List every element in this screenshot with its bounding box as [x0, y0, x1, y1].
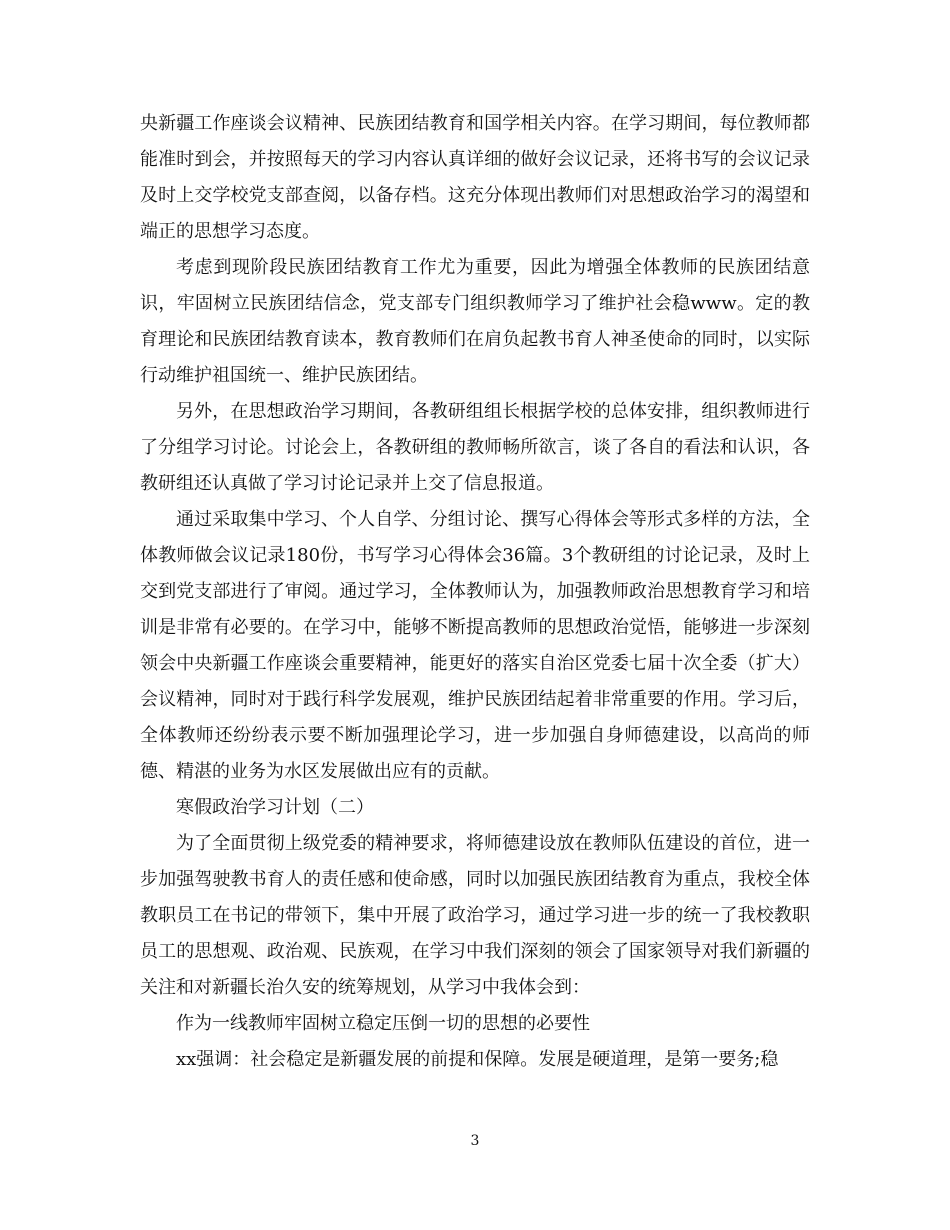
- paragraph-5: 为了全面贯彻上级党委的精神要求，将师德建设放在教师队伍建设的首位，进一步加强驾驶教书育人的责任感和使命感，同时以加强民族团结教育为重点，我校全体教职员工在书记的带领下，集中开展了政治学习，通过学习进一步的统一了我校教职员工的思想观、政治观、民族观，在学习中我们深刻的领会了国家领导对我们新疆的关注和对新疆长治久安的统筹规划，从学习中我体会到：: [140, 833, 810, 998]
- paragraph-4: 通过采取集中学习、个人自学、分组讨论、撰写心得体会等形式多样的方法，全体教师做会议记录180份，书写学习心得体会36篇。3个教研组的讨论记录，及时上交到党支部进行了审阅。通过学习，全体教师认为，加强教师政治思想教育学习和培训是非常有必要的。在学习中，能够不断提高教师的思想政治觉悟，能够进一步深刻领会中央新疆工作座谈会重要精神，能更好的落实自治区党委七届十次全委（扩大）会议精神，同时对于践行科学发展观，维护民族团结起着非常重要的作用。学习后，全体教师还纷纷表示要不断加强理论学习，进一步加强自身师德建设，以高尚的师德、精湛的业务为水区发展做出应有的贡献。: [140, 509, 810, 782]
- section-heading: 寒假政治学习计划（二）: [176, 797, 374, 818]
- paragraph-6: xx强调：社会稳定是新疆发展的前提和保障。发展是硬道理，是第一要务;稳: [176, 1049, 779, 1070]
- paragraph-1: 央新疆工作座谈会议精神、民族团结教育和国学相关内容。在学习期间，每位教师都能准时到会，并按照每天的学习内容认真详细的做好会议记录，还将书写的会议记录及时上交学校党支部查阅，以备存档。这充分体现出教师们对思想政治学习的渴望和端正的思想学习态度。: [140, 113, 810, 242]
- document-body: [140, 106, 810, 1078]
- page-number: 3: [470, 1133, 480, 1149]
- sub-heading: 作为一线教师牢固树立稳定压倒一切的思想的必要性: [176, 1013, 590, 1034]
- paragraph-2: 考虑到现阶段民族团结教育工作尤为重要，因此为增强全体教师的民族团结意识，牢固树立民族团结信念，党支部专门组织教师学习了维护社会稳www。定的教育理论和民族团结教育读本，教育教师们在肩负起教书育人神圣使命的同时，以实际行动维护祖国统一、维护民族团结。: [140, 257, 810, 386]
- paragraph-3: 另外，在思想政治学习期间，各教研组组长根据学校的总体安排，组织教师进行了分组学习讨论。讨论会上，各教研组的教师畅所欲言，谈了各自的看法和认识，各教研组还认真做了学习讨论记录并上交了信息报道。: [140, 401, 810, 494]
